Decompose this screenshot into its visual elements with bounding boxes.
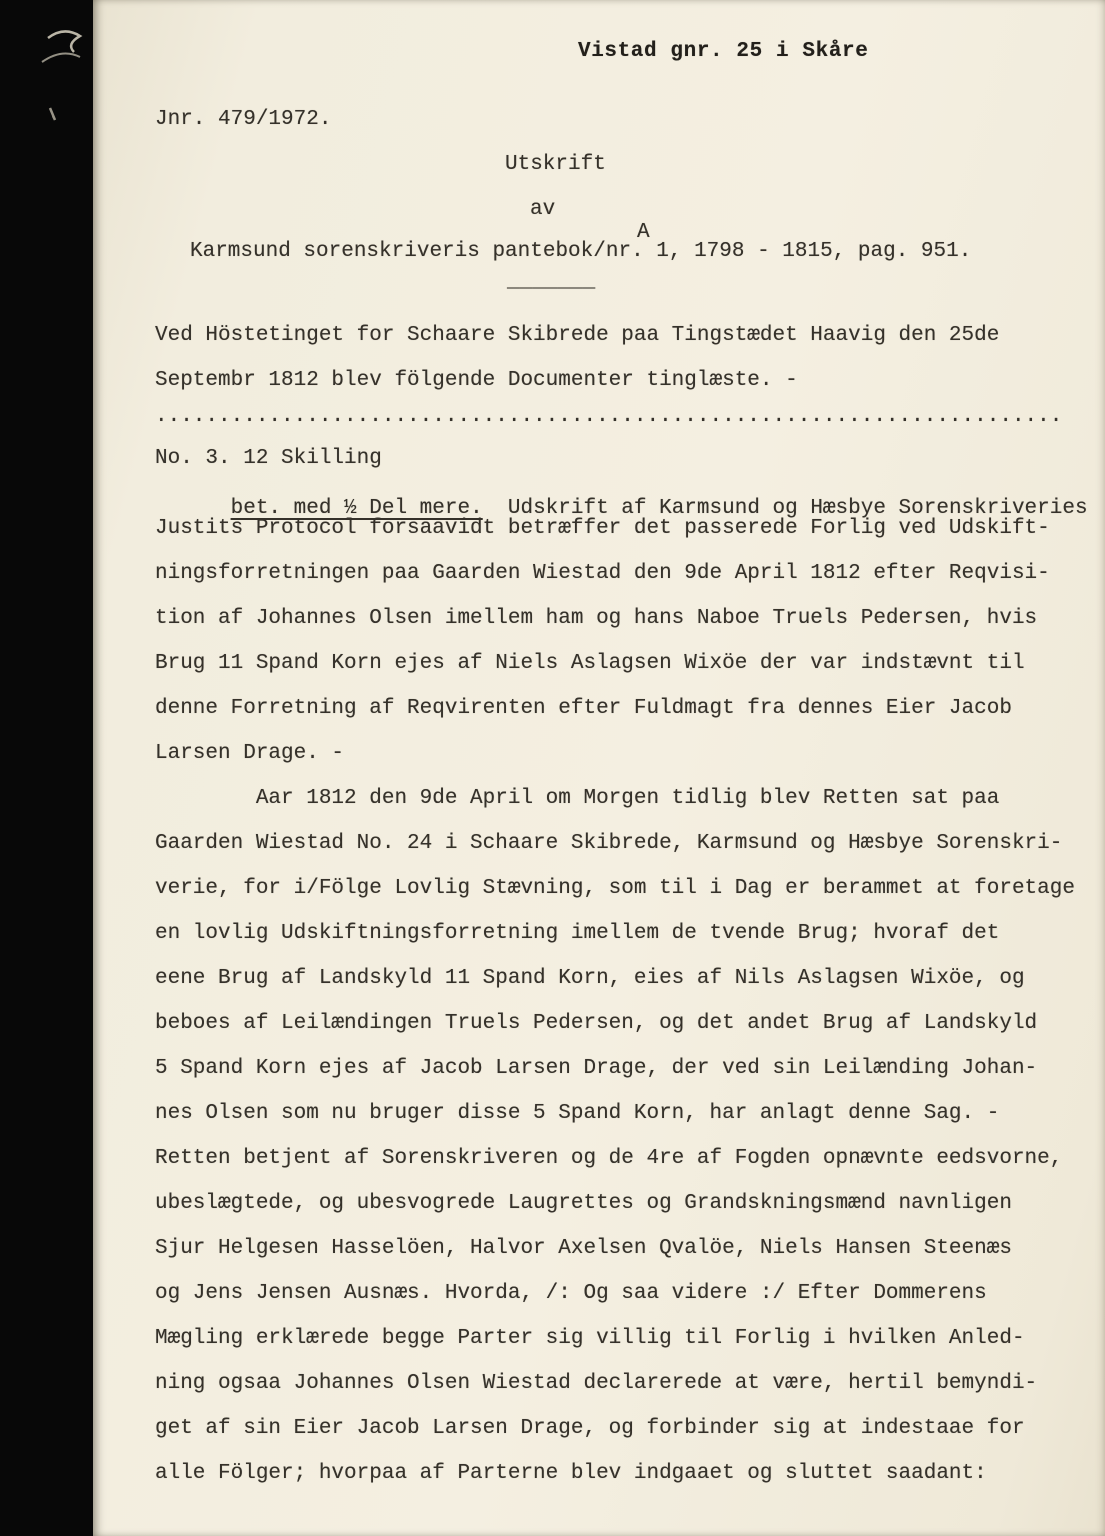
text-line: eene Brug af Landskyld 11 Spand Korn, eies af Nils Aslagsen Wixöe, og: [155, 967, 1025, 990]
text-line: Aar 1812 den 9de April om Morgen tidlig blev Retten sat paa: [155, 787, 1000, 810]
text-line: beboes af Leilændingen Truels Pedersen, og det andet Brug af Landskyld: [155, 1012, 1038, 1035]
handwritten-scribble-marks: [0, 0, 110, 160]
text-line: nes Olsen som nu bruger disse 5 Spand Korn, har anlagt denne Sag. -: [155, 1102, 1000, 1125]
text-line: en lovlig Udskiftningsforretning imellem de tvende Brug; hvoraf det: [155, 922, 1000, 945]
text-line: ubeslægtede, og ubesvogrede Laugrettes og Grandskningsmænd navnligen: [155, 1192, 1012, 1215]
entry-number-heading: No. 3. 12 Skilling: [155, 447, 382, 470]
text-line: Mægling erklærede begge Parter sig villig til Forlig i hvilken Anled-: [155, 1327, 1025, 1350]
text-line: denne Forretning af Reqvirenten efter Fuldmagt fra dennes Eier Jacob: [155, 697, 1012, 720]
text-line: alle Fölger; hvorpaa af Parterne blev indgaaet og sluttet saadant:: [155, 1462, 987, 1485]
paper-sheet: [93, 0, 1105, 1536]
inserted-letter-a: A: [637, 221, 650, 244]
title-av: av: [530, 198, 556, 221]
source-reference-line: Karmsund sorenskriveris pantebok/nr. 1, 1798 - 1815, pag. 951.: [190, 240, 972, 263]
entry-fee-underlined: bet. med ½ Del mere.: [230, 497, 483, 520]
text-line: Septembr 1812 blev fölgende Documenter tinglæste. -: [155, 369, 798, 392]
intro-paragraph: [155, 313, 999, 403]
page-header-title: Vistad gnr. 25 i Skåre: [578, 40, 869, 63]
text-line: get af sin Eier Jacob Larsen Drage, og forbinder sig at indestaae for: [155, 1417, 1025, 1440]
body-paragraph: [155, 506, 1075, 1496]
text-line: ningsforretningen paa Gaarden Wiestad den 9de April 1812 efter Reqvisi-: [155, 562, 1050, 585]
text-line: verie, for i/Fölge Lovlig Stævning, som til i Dag er berammet at foretage: [155, 877, 1075, 900]
title-utskrift: Utskrift: [505, 153, 606, 176]
text-line: tion af Johannes Olsen imellem ham og hans Naboe Truels Pedersen, hvis: [155, 607, 1038, 630]
journal-number: Jnr. 479/1972.: [155, 108, 332, 131]
text-line: Larsen Drage. -: [155, 742, 345, 765]
short-divider-line: _______: [507, 270, 596, 293]
text-line: Brug 11 Spand Korn ejes af Niels Aslagsen Wixöe der var indstævnt til: [155, 652, 1025, 675]
text-line: 5 Spand Korn ejes af Jacob Larsen Drage, der ved sin Leilænding Johan-: [155, 1057, 1038, 1080]
text-line: ning ogsaa Johannes Olsen Wiestad declarerede at være, hertil bemyndi-: [155, 1372, 1038, 1395]
text-line: Justits Protocol forsaavidt betræffer det passerede Forlig ved Udskift-: [155, 517, 1050, 540]
dotted-divider: ........................................................................: [155, 405, 1063, 428]
text-line: Sjur Helgesen Hasselöen, Halvor Axelsen Qvalöe, Niels Hansen Steenæs: [155, 1237, 1012, 1260]
text-line: Retten betjent af Sorenskriveren og de 4re af Fogden opnævnte eedsvorne,: [155, 1147, 1063, 1170]
entry-fee-rest: Udskrift af Karmsund og Hæsbye Sorenskriveries: [482, 497, 1088, 520]
text-line: Ved Höstetinget for Schaare Skibrede paa Tingstædet Haavig den 25de: [155, 324, 1000, 347]
text-line: og Jens Jensen Ausnæs. Hvorda, /: Og saa videre :/ Efter Dommerens: [155, 1282, 987, 1305]
text-line: Gaarden Wiestad No. 24 i Schaare Skibrede, Karmsund og Hæsbye Sorenskri-: [155, 832, 1063, 855]
